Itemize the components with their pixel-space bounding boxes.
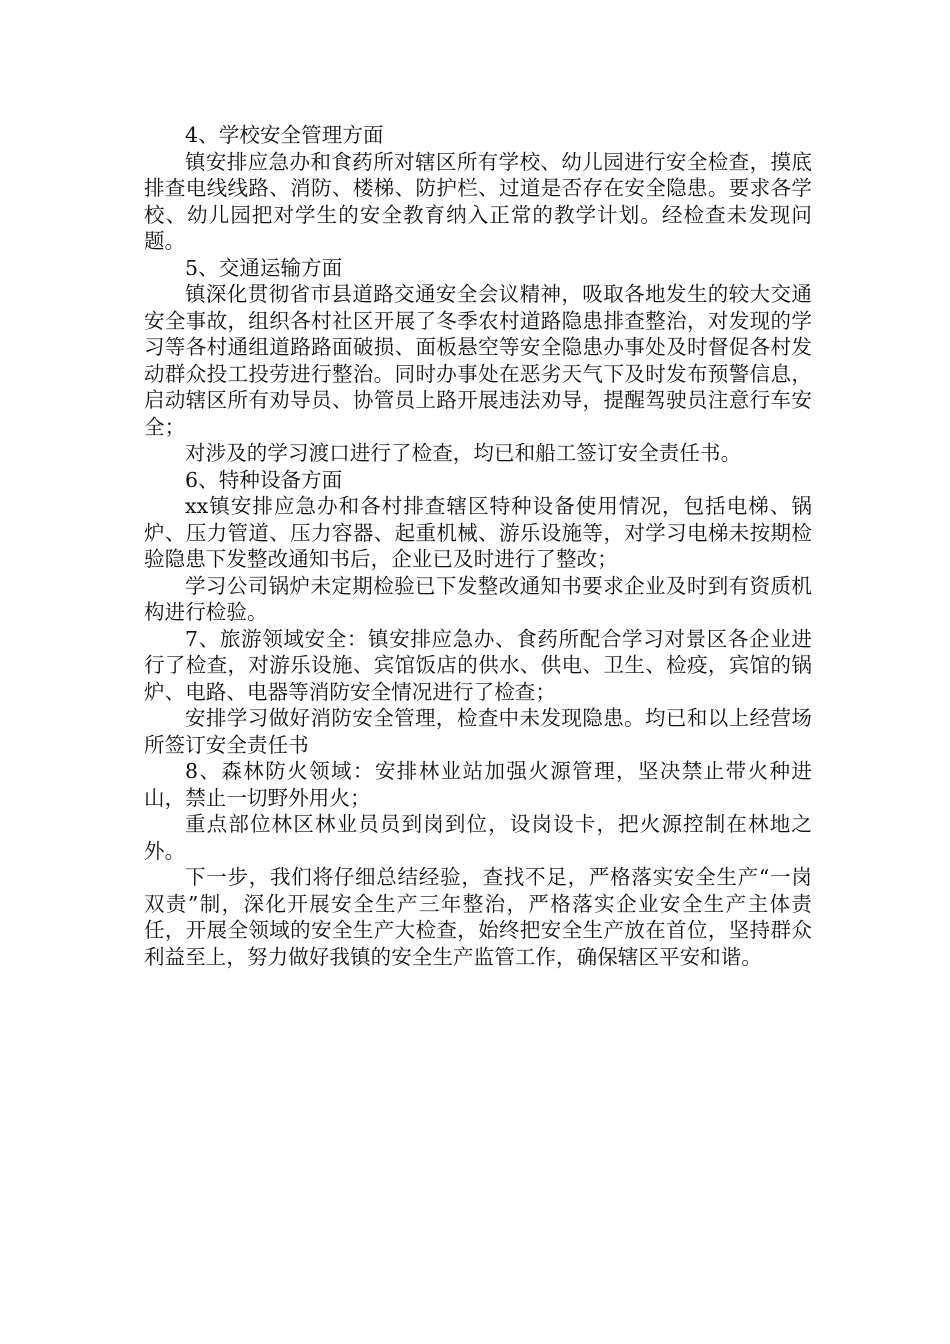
section-heading-school-safety: 4、学校安全管理方面 <box>185 123 384 147</box>
paragraph-school-safety: 镇安排应急办和食药所对辖区所有学校、幼儿园进行安全检查，摸底排查电线线路、消防、楼梯、防护栏、过道是否存在安全隐患。要求各学校、幼儿园把对学生的安全教育纳入正常的教学计划。经检查未发现问题。 <box>144 149 812 253</box>
section-heading-transport: 5、交通运输方面 <box>185 255 343 280</box>
section-heading-special-equipment: 6、特种设备方面 <box>185 467 343 492</box>
paragraph-fire-safety-management: 安排学习做好消防安全管理，检查中未发现隐患。均已和以上经营场所签订安全责任书 <box>144 706 812 757</box>
paragraph-special-equipment: xx镇安排应急办和各村排查辖区特种设备使用情况，包括电梯、锅炉、压力管道、压力容器、起重机械、游乐设施等，对学习电梯未按期检验隐患下发整改通知书后，企业已及时进行了整改； <box>144 494 812 571</box>
paragraph-tourism-safety: 7、旅游领域安全：镇安排应急办、食药所配合学习对景区各企业进行了检查，对游乐设施、宾馆饭店的供水、供电、卫生、检疫，宾馆的锅炉、电路、电器等消防安全情况进行了检查； <box>144 626 812 704</box>
paragraph-transport: 镇深化贯彻省市县道路交通安全会议精神，吸取各地发生的较大交通安全事故，组织各村社区开展了冬季农村道路隐患排查整治，对发现的学习等各村通组道路路面破损、面板悬空等安全隐患办事处及时督促各村发动群众投工投劳进行整治。同时办事处在恶劣天气下及时发布预警信息，启动辖区所有劝导员、协管员上路开展违法劝导，提醒驾驶员注意行车安全； <box>144 282 812 439</box>
paragraph-ferry-inspection: 对涉及的学习渡口进行了检查，均已和船工签订安全责任书。 <box>185 441 742 465</box>
paragraph-boiler-inspection: 学习公司锅炉未定期检验已下发整改通知书要求企业及时到有资质机构进行检验。 <box>144 573 812 624</box>
paragraph-next-steps: 下一步，我们将仔细总结经验，查找不足，严格落实安全生产“一岗双责”制，深化开展安全生产三年整治，严格落实企业安全生产主体责任，开展全领域的安全生产大检查，始终把安全生产放在首位，坚持群众利益至上，努力做好我镇的安全生产监管工作，确保辖区平安和谐。 <box>144 865 812 969</box>
paragraph-forest-fire-prevention: 8、森林防火领域：安排林业站加强火源管理，坚决禁止带火种进山，禁止一切野外用火； <box>144 759 812 810</box>
document-body <box>144 122 812 970</box>
paragraph-forest-staff: 重点部位林区林业员员到岗到位，设岗设卡，把火源控制在林地之外。 <box>144 812 812 863</box>
